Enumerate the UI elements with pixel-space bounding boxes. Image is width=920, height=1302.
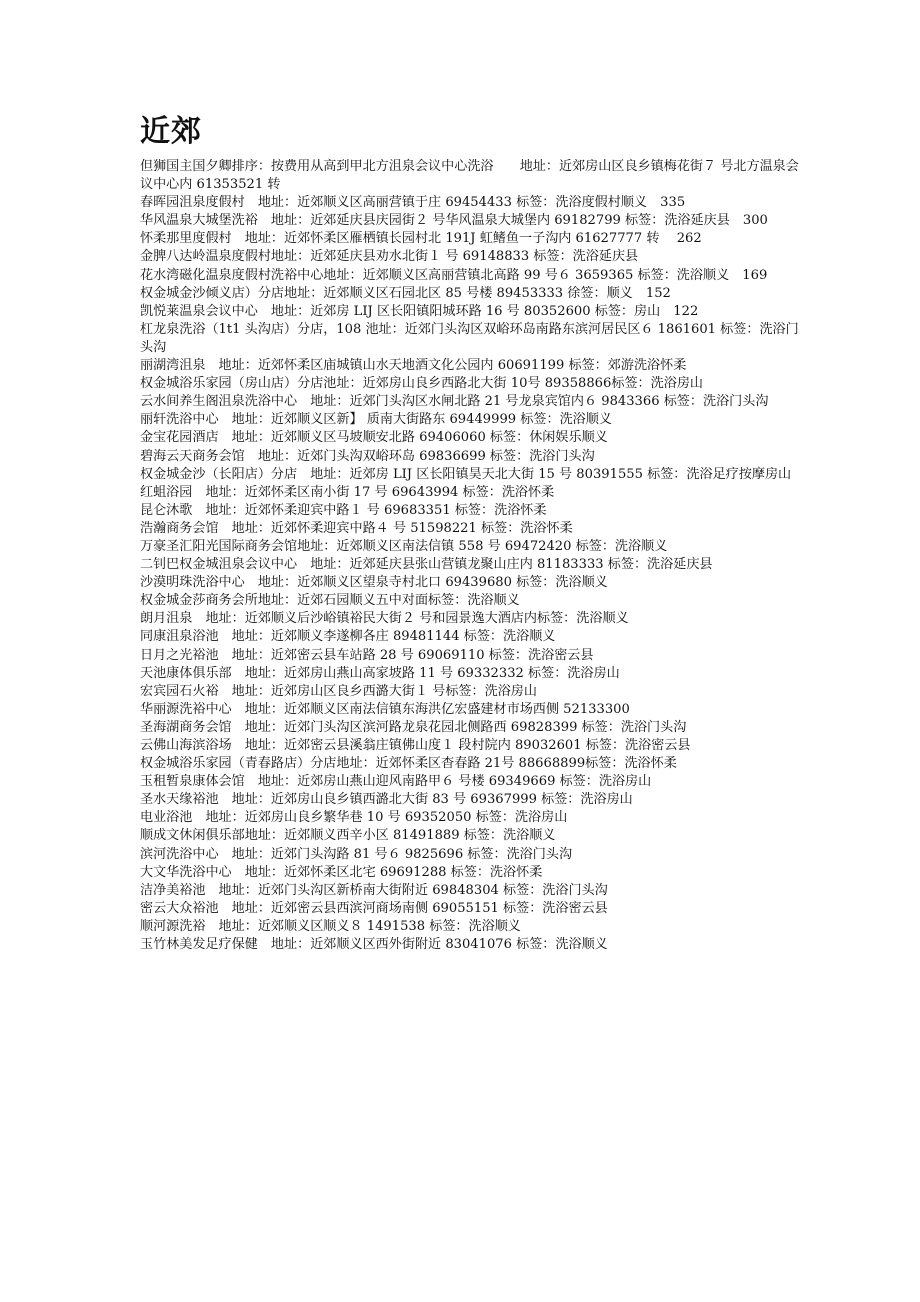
list-item: 二钊巴权金城沮泉会议中心 地址：近郊延庆县张山营镇龙聚山庄内 81183333 标签：洗浴延庆县	[140, 557, 713, 573]
list-item: 权金城浴乐家园（房山店）分店池址：近郊房山良乡西路北大街 10号 89358866标签：洗浴房山	[140, 376, 704, 392]
list-item: 金脾八达岭温泉度假村地址：近郊延庆县劝水北街１ 号 69148833 标签：洗浴延庆县	[140, 249, 639, 265]
entry-list	[140, 158, 802, 954]
list-item: 顺河源洗裕 地址：近郊顺义区顺义８ 1491538 标签：洗浴顺义	[140, 918, 521, 934]
list-item: 春晖园沮泉度假村 地址：近郊顺义区高丽营镇于庄 69454433 标签：洗浴度假村顺义 335	[140, 195, 686, 211]
list-item: 权金城金沙（长阳店）分店 地址：近郊房 LIJ 区长阳镇昊天北大街 15 号 80391555 标签：洗浴足疗按摩房山	[140, 466, 792, 482]
list-item: 红蛆浴园 地址：近郊怀柔区南小街 17 号 69643994 标签：洗浴怀柔	[140, 484, 555, 500]
list-item: 金宝花园酒店 地址：近郊顺义区马坡顺安北路 69406060 标签：休闲娱乐顺义	[140, 430, 608, 446]
list-item: 花水湾磁化温泉度假村洗裕中心地址：近郊顺义区高丽营镇北高路 99 号６ 3659365 标签：洗浴顺义 169	[140, 267, 768, 283]
list-item: 沙漠明珠洗浴中心 地址：近郊顺义区望泉寺村北口 69439680 标签：洗浴顺义	[140, 575, 608, 591]
list-item: 但狮国主国夕卿排序：按费用从高到甲北方沮泉会议中心洗浴 地址：近郊房山区良乡镇梅花街７ 号北方温泉会议中心内 61353521 转	[140, 159, 799, 193]
list-item: 日月之光裕池 地址：近郊密云县车站路 28 号 69069110 标签：洗浴密云县	[140, 647, 594, 663]
list-item: 圣水天缘裕池 地址：近郊房山良乡镇西潞北大街 83 号 69367999 标签：洗浴房山	[140, 792, 633, 808]
list-item: 洁净美裕池 地址：近郊门头沟区新桥南大街附近 69848304 标签：洗浴门头沟	[140, 882, 608, 898]
list-item: 权金城金莎商务会所地址：近郊石园顺义五中对面标签：洗浴顺义	[140, 593, 520, 609]
list-item: 碧海云天商务会馆 地址：近郊门头沟双峪环岛 69836699 标签：洗浴门头沟	[140, 448, 595, 464]
document-page	[140, 112, 802, 954]
list-item: 杠龙泉洗浴（1t1 头沟店）分店，108 池址：近郊门头沟区双峪环岛南路东滨河居民区６ 1861601 标签：洗浴门头沟	[140, 321, 799, 355]
list-item: 顺成文休闲俱乐部地址：近郊顺义西辛小区 81491889 标签：洗浴顺义	[140, 828, 556, 844]
list-item: 玉竹林美发足疗保健 地址：近郊顺义区西外街附近 83041076 标签：洗浴顺义	[140, 937, 608, 953]
list-item: 丽轩洗浴中心 地址：近郊顺义区新】 质南大街路东 69449999 标签：洗浴顺义	[140, 412, 612, 428]
list-item: 权金城浴乐家园（青春路店）分店地址：近郊怀柔区杳春路 21号 88668899标签：洗浴怀柔	[140, 756, 677, 772]
list-item: 圣海湖商务会馆 地址：近郊门头沟区滨河路龙泉花园北侧路西 69828399 标签：洗浴门头沟	[140, 719, 687, 735]
list-item: 丽湖湾沮泉 地址：近郊怀柔区庙城镇山水天地酒文化公园内 60691199 标签：郊游洗浴怀柔	[140, 358, 687, 374]
list-item: 滨河洗浴中心 地址：近郊门头沟路 81 号６ 9825696 标签：洗浴门头沟	[140, 846, 573, 862]
list-item: 怀柔那里度假村 地址：近郊怀柔区雁栖镇长园村北 191J 虹鳍鱼一子沟内 61627777 转 262	[140, 231, 702, 247]
list-item: 华风温泉大城堡洗裕 地址：近郊延庆县庆园街２ 号华风温泉大城堡内 69182799 标签：洗浴延庆县 300	[140, 213, 768, 229]
list-item: 华丽源洗裕中心 地址：近郊顺义区南法信镇东海洪亿宏盛建材市场西侧 52133300	[140, 701, 630, 717]
list-item: 云佛山海滨浴场 地址：近郊密云县溪翁庄镇佛山度１ 段村院内 89032601 标签：洗浴密云县	[140, 738, 691, 753]
list-item: 大文华洗浴中心 地址：近郊怀柔区北宅 69691288 标签：洗浴怀柔	[140, 864, 543, 880]
list-item: 万豪圣汇阳光国际商务会馆地址：近郊顺义区南法信镇 558 号 69472420 标签：洗浴顺义	[140, 538, 668, 554]
list-item: 天池康体俱乐部 地址：近郊房山燕山高家坡路 11 号 69332332 标签：洗浴房山	[140, 665, 620, 681]
page-title: 近郊	[140, 114, 202, 149]
list-item: 密云大众裕池 地址：近郊密云县西滨河商场南侧 69055151 标签：洗浴密云县	[140, 900, 608, 916]
list-item: 玉租暂泉康体会馆 地址：近郊房山燕山迎风南路甲６ 号楼 69349669 标签：洗浴房山	[140, 774, 652, 790]
list-item: 宏宾园石火裕 地址：近郊房山区良乡西潞大街１ 号标签：洗浴房山	[140, 683, 537, 699]
list-item: 电业浴池 地址：近郊房山良乡繁华巷 10 号 69352050 标签：洗浴房山	[140, 810, 568, 826]
list-item: 云水间养生阁沮泉洗浴中心 地址：近郊门头沟区水闸北路 21 号龙泉宾馆内６ 9843366 标签：洗浴门头沟	[140, 394, 769, 410]
list-item: 朗月沮泉 地址：近郊顺义后沙峪镇裕民大街２ 号和园景逸大酒店内标签：洗浴顺义	[140, 611, 629, 627]
list-item: 昆仑沐歌 地址：近郊怀柔迎宾中路１ 号 69683351 标签：洗浴怀柔	[140, 502, 547, 518]
list-item: 权金城金沙倾义店）分店地址：近郊顺义区石园北区 85 号楼 89453333 徐签：顺义 152	[140, 285, 671, 301]
list-item: 凯悦莱温泉会议中心 地址：近郊房 LIJ 区长阳镇阳城环路 16 号 80352600 标签：房山 122	[140, 303, 699, 319]
list-item: 浩瀚商务会馆 地址：近郊怀柔迎宾中路４ 号 51598221 标签：洗浴怀柔	[140, 520, 573, 536]
list-item: 同康沮泉浴池 地址：近郊顺义李遂柳各庄 89481144 标签：洗浴顺义	[140, 629, 556, 645]
